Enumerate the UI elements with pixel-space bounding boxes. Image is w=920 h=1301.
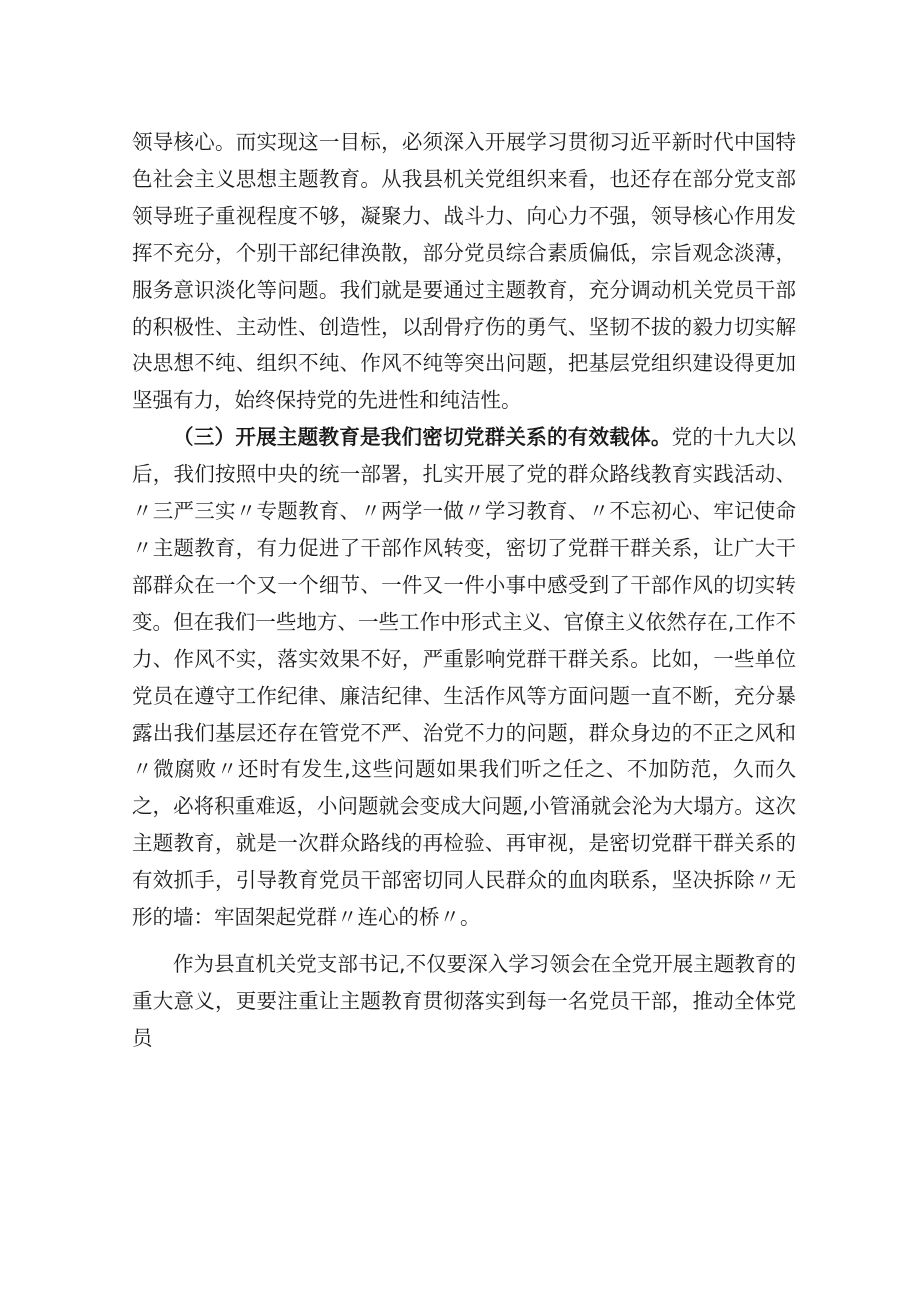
section-heading-three: （三）开展主题教育是我们密切党群关系的有效载体。 bbox=[173, 425, 672, 450]
paragraph-party-relations-body: 党的十九大以后，我们按照中央的统一部署，扎实开展了党的群众路线教育实践活动、〃三严三实〃专题教育、〃两学一做〃学习教育、〃不忘初心、牢记使命〃主题教育，有力促进了干部作风转变，密切了党群干群关系，让广大干部群众在一个又一个细节、一件又一件小事中感受到了干部作风的切实转变。但在我们一些地方、一些工作中形式主义、官僚主义依然存在,工作不力、作风不实，落实效果不好，严重影响党群干群关系。比如，一些单位党员在遵守工作纪律、廉洁纪律、生活作风等方面问题一直不断，充分暴露出我们基层还存在管党不严、治党不力的问题，群众身边的不正之风和〃微腐败〃还时有发生,这些问题如果我们听之任之、不加防范，久而久之，必将积重难返，小问题就会变成大问题,小管涌就会沦为大塌方。这次主题教育，就是一次群众路线的再检验、再审视，是密切党群干群关系的有效抓手，引导教育党员干部密切同人民群众的血肉联系，坚决拆除〃无形的墙：牢固架起党群〃连心的桥〃。 bbox=[132, 425, 797, 930]
document-body bbox=[132, 124, 796, 1057]
paragraph-party-relations bbox=[132, 419, 796, 936]
paragraph-branch-secretary: 作为县直机关党支部书记,不仅要深入学习领会在全党开展主题教育的重大意义，更要注重让主题教育贯彻落实到每一名党员干部，推动全体党员 bbox=[132, 951, 796, 1050]
paragraph-leadership-core: 领导核心。而实现这一目标，必须深入开展学习贯彻习近平新时代中国特色社会主义思想主题教育。从我县机关党组织来看，也还存在部分党支部领导班子重视程度不够，凝聚力、战斗力、向心力不强，领导核心作用发挥不充分，个别干部纪律涣散，部分党员综合素质偏低，宗旨观念淡薄，服务意识淡化等问题。我们就是要通过主题教育，充分调动机关党员干部的积极性、主动性、创造性，以刮骨疗伤的勇气、坚韧不拔的毅力切实解决思想不纯、组织不纯、作风不纯等突出问题，把基层党组织建设得更加坚强有力，始终保持党的先进性和纯洁性。 bbox=[132, 130, 796, 413]
